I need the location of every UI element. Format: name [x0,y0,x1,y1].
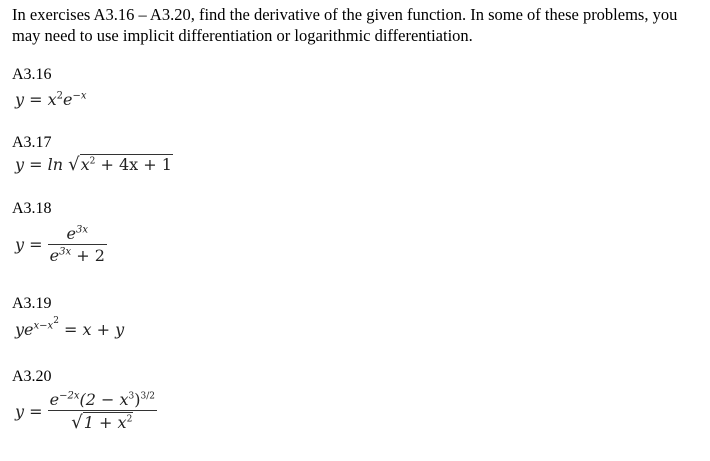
eq20-den-root: √ [71,412,83,433]
eq20-fraction [48,390,157,433]
eq18-den-sup: 3x [59,246,72,258]
eq17-root-sign: √ [68,154,80,175]
exercise-label-a3-18: A3.18 [12,200,52,217]
eq19-sup: x−x [33,320,54,332]
eq20-num-sup: −2x [59,390,80,402]
eq19-rhs: = x + y [58,320,125,339]
equation-a3-20 [15,390,157,433]
eq19-lhs: ye [15,320,34,339]
equation-a3-19 [15,316,125,339]
exercise-label-a3-17: A3.17 [12,134,52,151]
eq18-lhs: y = [15,235,43,254]
eq16-base: e [63,90,73,109]
eq18-fraction [48,224,107,265]
eq19-sup2: 2 [53,316,59,326]
equation-a3-16 [15,90,87,109]
eq18-num-sup: 3x [75,224,88,236]
eq16-lhs: y = x [15,90,57,109]
exercise-label-a3-16: A3.16 [12,66,52,83]
equation-a3-18 [15,224,107,265]
eq20-num-sup3: 3 [128,391,135,402]
exercise-label-a3-19: A3.19 [12,295,52,312]
eq20-den-sup: 2 [126,414,133,425]
equation-a3-17 [15,154,173,175]
eq20-num-sup32: 3/2 [140,391,155,402]
eq20-num-mid: (2 − x [79,390,129,409]
eq18-num-base: e [66,224,76,243]
eq20-den-rad: 1 + x [83,413,127,432]
instructions-text: In exercises A3.16 – A3.20, find the derivative of the given function. In some of these problems, you may need to use implicit differentiation or logarithmic differentiation. [12,5,678,45]
eq16-sup-x: 2 [56,90,64,102]
eq17-lhs: y = ln [15,155,64,174]
eq17-radicand-a: x [80,155,90,174]
eq17-sqrt [68,154,173,175]
eq17-radicand-b: + 4x + 1 [95,155,172,174]
eq20-num-close: ) [134,390,141,409]
eq16-sup-e: −x [72,90,87,102]
eq18-den-base: e [49,246,60,265]
eq20-lhs: y = [15,402,43,421]
eq20-den-sqrt [71,412,133,433]
eq17-sup: 2 [89,156,96,167]
eq18-den-rest: + 2 [71,246,105,265]
exercise-label-a3-20: A3.20 [12,368,52,385]
eq20-num-e: e [49,390,60,409]
